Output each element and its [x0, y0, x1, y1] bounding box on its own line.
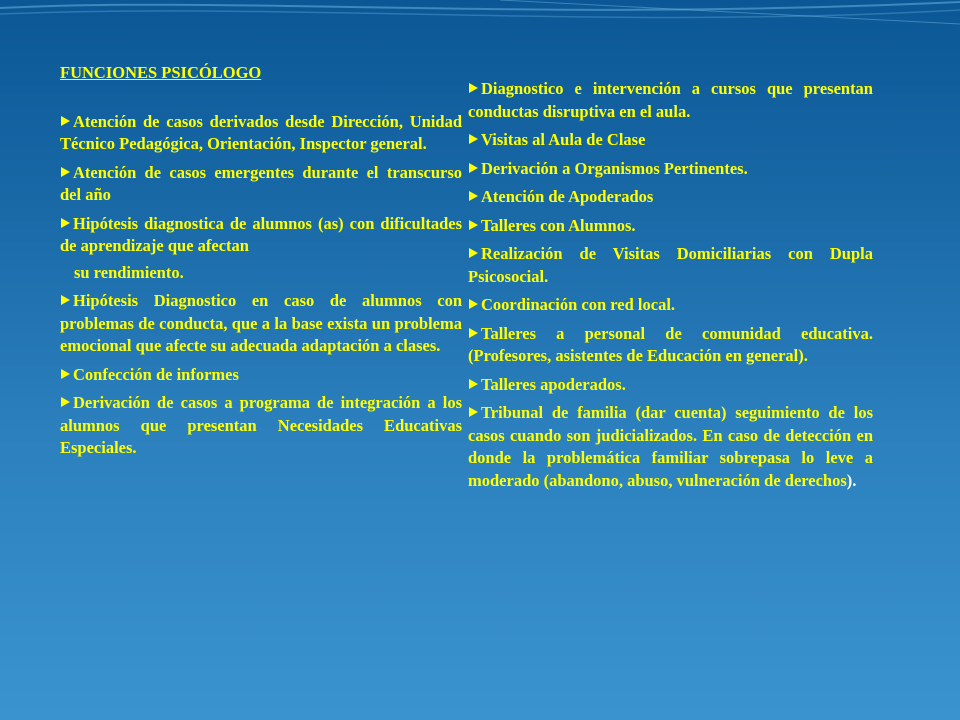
arrow-bullet-icon — [468, 379, 479, 390]
list-item: Talleres a personal de comunidad educativa. (Profesores, asistentes de Educación en general). — [468, 323, 873, 365]
list-item: Tribunal de familia (dar cuenta) seguimiento de los casos cuando son judicializados. En caso de detección en donde la problemática familiar sobrepasa lo leve a moderado (abandono, abuso, vulneración de derechos). — [468, 403, 873, 490]
arrow-bullet-icon — [468, 328, 479, 339]
list-item: Hipótesis Diagnostico en caso de alumnos con problemas de conducta, que a la base exista un problema emocional que afecte su adecuada adaptación a clases. — [60, 291, 462, 355]
arrow-bullet-icon — [468, 407, 479, 418]
arrow-bullet-icon — [60, 295, 71, 306]
list-item: Diagnostico e intervención a cursos que presentan conductas disruptiva en el aula. — [468, 79, 873, 121]
list-item: Visitas al Aula de Clase — [468, 129, 873, 152]
arrow-bullet-icon — [60, 116, 71, 127]
section-title: FUNCIONES PSICÓLOGO — [60, 63, 262, 82]
arrow-bullet-icon — [468, 248, 479, 259]
closing-punctuation: ). — [846, 470, 857, 490]
arrow-bullet-icon — [468, 299, 479, 310]
arrow-bullet-icon — [468, 220, 479, 231]
list-item: Atención de Apoderados — [468, 186, 873, 209]
list-item: Confección de informes — [60, 364, 462, 387]
list-item: Coordinación con red local. — [468, 294, 873, 317]
list-item: Talleres apoderados. — [468, 374, 873, 397]
list-item: Derivación de casos a programa de integración a los alumnos que presentan Necesidades Educativas Especiales. — [60, 393, 462, 457]
arrow-bullet-icon — [60, 218, 71, 229]
right-column — [468, 78, 873, 498]
list-item: Atención de casos derivados desde Dirección, Unidad Técnico Pedagógica, Orientación, Inspector general. — [60, 111, 462, 153]
left-column — [60, 62, 462, 466]
list-item-continuation: su rendimiento. — [74, 262, 184, 282]
decorative-wave — [0, 0, 960, 60]
list-item: Hipótesis diagnostica de alumnos (as) con dificultades de aprendizaje que afectan — [60, 213, 462, 255]
list-item: Atención de casos emergentes durante el transcurso del año — [60, 162, 462, 204]
list-item: Realización de Visitas Domiciliarias con Dupla Psicosocial. — [468, 244, 873, 286]
arrow-bullet-icon — [60, 369, 71, 380]
arrow-bullet-icon — [468, 163, 479, 174]
arrow-bullet-icon — [468, 191, 479, 202]
arrow-bullet-icon — [468, 134, 479, 145]
list-item: Talleres con Alumnos. — [468, 215, 873, 238]
arrow-bullet-icon — [468, 83, 479, 94]
arrow-bullet-icon — [60, 397, 71, 408]
list-item: Derivación a Organismos Pertinentes. — [468, 158, 873, 181]
arrow-bullet-icon — [60, 167, 71, 178]
